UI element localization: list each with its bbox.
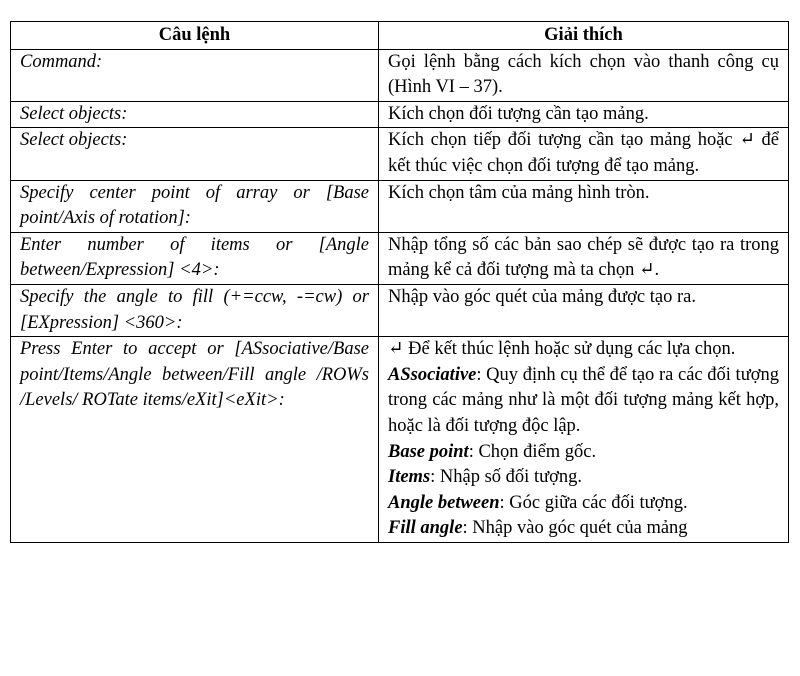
option-angle-between	[388, 491, 779, 517]
command-cell: Command:	[11, 49, 379, 101]
table-row	[11, 232, 789, 284]
option-items	[388, 465, 779, 491]
command-cell: Press Enter to accept or [ASsociative/Base point/Items/Angle between/Fill angle /ROWs /Levels/ ROTate items/eXit]<eXit>:	[11, 337, 379, 543]
option-desc: : Quy định cụ thể để tạo ra các đối tượng trong các mảng như là một đối tượng mảng kết hợp, hoặc là đối tượng độc lập.	[388, 364, 779, 436]
options-intro: ↵ Để kết thúc lệnh hoặc sử dụng các lựa chọn.	[388, 339, 736, 360]
explanation-cell: Nhập tổng số các bản sao chép sẽ được tạo ra trong mảng kể cả đối tượng mà ta chọn ↵.	[379, 232, 789, 284]
header-explanation: Giải thích	[379, 22, 789, 50]
option-term: Base point	[388, 441, 469, 462]
header-command: Câu lệnh	[11, 22, 379, 50]
option-desc: : Nhập số đối tượng.	[430, 467, 583, 488]
option-fill-angle	[388, 516, 779, 542]
option-term: Fill angle	[388, 518, 463, 539]
option-desc: : Góc giữa các đối tượng.	[499, 492, 688, 513]
explanation-cell: Kích chọn tâm của mảng hình tròn.	[379, 180, 789, 232]
command-cell: Select objects:	[11, 128, 379, 180]
table-row	[11, 337, 789, 543]
option-base-point	[388, 440, 779, 466]
table-row	[11, 180, 789, 232]
table-row	[11, 49, 789, 101]
command-table	[10, 21, 789, 543]
explanation-cell: Nhập vào góc quét của mảng được tạo ra.	[379, 284, 789, 336]
option-term: Items	[388, 467, 431, 488]
table-row	[11, 101, 789, 128]
explanation-cell: Kích chọn đối tượng cần tạo mảng.	[379, 101, 789, 128]
command-cell: Enter number of items or [Angle between/Expression] <4>:	[11, 232, 379, 284]
option-desc: : Nhập vào góc quét của mảng	[462, 518, 688, 539]
table-header-row	[11, 22, 789, 50]
option-desc: : Chọn điểm gốc.	[468, 441, 597, 462]
explanation-cell: Kích chọn tiếp đối tượng cần tạo mảng hoặc ↵ để kết thúc việc chọn đối tượng để tạo mảng.	[379, 128, 789, 180]
explanation-cell: Gọi lệnh bằng cách kích chọn vào thanh công cụ (Hình VI – 37).	[379, 49, 789, 101]
command-cell: Select objects:	[11, 101, 379, 128]
option-term: ASsociative	[388, 364, 477, 385]
option-associative	[388, 363, 779, 440]
explanation-cell	[379, 337, 789, 543]
table-row	[11, 284, 789, 336]
command-cell: Specify center point of array or [Base point/Axis of rotation]:	[11, 180, 379, 232]
command-cell: Specify the angle to fill (+=ccw, -=cw) or [EXpression] <360>:	[11, 284, 379, 336]
option-term: Angle between	[388, 492, 500, 513]
table-row	[11, 128, 789, 180]
